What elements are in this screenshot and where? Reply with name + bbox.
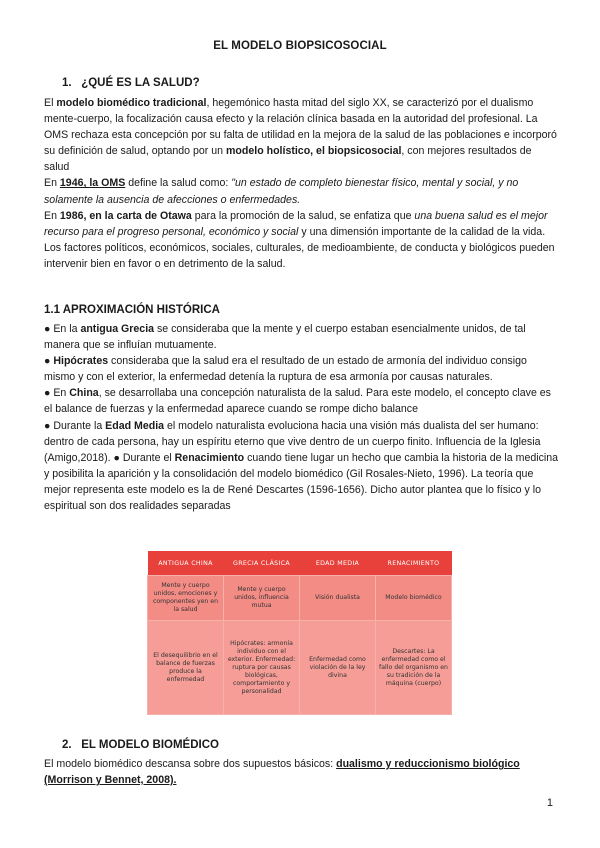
section-2-heading — [62, 739, 219, 751]
table-header-cell: RENACIMIENTO — [376, 551, 452, 576]
section-1-1-body — [44, 321, 559, 514]
table-row — [148, 621, 452, 715]
section-1-1-heading: 1.1 APROXIMACIÓN HISTÓRICA — [44, 304, 220, 316]
section-2-body — [44, 756, 559, 788]
table-row — [148, 576, 452, 621]
section-2-number: 2. — [62, 739, 72, 751]
table-cell: Hipócrates: armonía individuo con el exterior. Enfermedad: ruptura por causas biológicas, comportamiento y personalidad — [224, 621, 300, 715]
section-1-heading — [62, 77, 200, 89]
bullet-china: ● En China, se desarrollaba una concepción naturalista de la salud. Para este modelo, el concepto clave es el balance de fuerzas y la enfermedad aparece cuando se rompe dicho balance — [44, 387, 551, 416]
table-cell: Mente y cuerpo unidos, influencia mutua — [224, 576, 300, 621]
table-cell: Descartes: La enfermedad como el fallo del organismo en su tradición de la máquina (cuerpo) — [376, 621, 452, 715]
document-title: EL MODELO BIOPSICOSOCIAL — [213, 40, 387, 52]
table-header-row — [148, 551, 452, 576]
paragraph-biomedical-assumptions: El modelo biomédico descansa sobre dos supuestos básicos: dualismo y reduccionismo biológico (Morrison y Bennet, 2008). — [44, 758, 520, 787]
section-1-number: 1. — [62, 77, 72, 89]
section-1-title: ¿QUÉ ES LA SALUD? — [81, 77, 200, 89]
table-cell: Enfermedad como violación de la ley divina — [300, 621, 376, 715]
table-header-cell: GRECIA CLÁSICA — [224, 551, 300, 576]
table-header-cell: EDAD MEDIA — [300, 551, 376, 576]
table-cell: Modelo biomédico — [376, 576, 452, 621]
paragraph-biomedical-model: El modelo biomédico tradicional, hegemónico hasta mitad del siglo XX, se caracterizó por el dualismo mente-cuerpo, la focalización causa efecto y la relación clínica basada en la autoridad del profesional. La OMS rechaza esta concepción por su falta de utilidad en la mejora de la salud de las poblaciones e incorporó su definición de salud, optando por un modelo holístico, el biopsicosocial, con mejores resultados de salud — [44, 97, 557, 174]
history-comparison-table — [147, 551, 452, 715]
table-cell: El desequilibrio en el balance de fuerzas produce la enfermedad — [148, 621, 224, 715]
section-1-body — [44, 95, 559, 272]
section-2-title: EL MODELO BIOMÉDICO — [81, 739, 219, 751]
table-cell: Mente y cuerpo unidos, emociones y componentes yen en la salud — [148, 576, 224, 621]
paragraph-oms-1946: En 1946, la OMS define la salud como: "un estado de completo bienestar físico, mental y social, y no solamente la ausencia de afecciones o enfermedades. — [44, 177, 519, 206]
bullet-antigua-grecia: ● En la antigua Grecia se consideraba que la mente y el cuerpo estaban esencialmente unidos, de tal manera que se influían mutuamente. — [44, 323, 526, 352]
table-header-cell: ANTIGUA CHINA — [148, 551, 224, 576]
bullet-hipocrates: ● Hipócrates consideraba que la salud era el resultado de un estado de armonía del individuo consigo mismo y con el exterior, la enfermedad detenía la ruptura de esa armonía por causas naturales. — [44, 355, 527, 384]
paragraph-otawa-1986: En 1986, en la carta de Otawa para la promoción de la salud, se enfatiza que una buena salud es el mejor recurso para el progreso personal, económico y social y una dimensión importante de la calidad de la vida. Los factores políticos, económicos, sociales, culturales, de medioambiente, de conducta y biológicos pueden intervenir bien en favor o en detrimento de la salud. — [44, 209, 555, 270]
page-number: 1 — [546, 797, 553, 809]
table-cell: Visión dualista — [300, 576, 376, 621]
bullet-edad-media-renacimiento: ● Durante la Edad Media el modelo naturalista evoluciona hacia una visión más dualista del ser humano: dentro de cada persona, hay un espíritu eterno que vive dentro de un cuerpo finito. Influencia de la Iglesia (Amigo,2018). ● Durante el Renacimiento cuando tiene lugar un hecho que cambia la historia de la medicina y posibilita la aparición y la consolidación del modelo biomédico (Gil Rosales-Nieto, 1996). La teoría que mejor representa este modelo es la de René Descartes (1596-1656). Dicho autor plantea que lo físico y lo espiritual son dos realidades separadas — [44, 419, 559, 513]
